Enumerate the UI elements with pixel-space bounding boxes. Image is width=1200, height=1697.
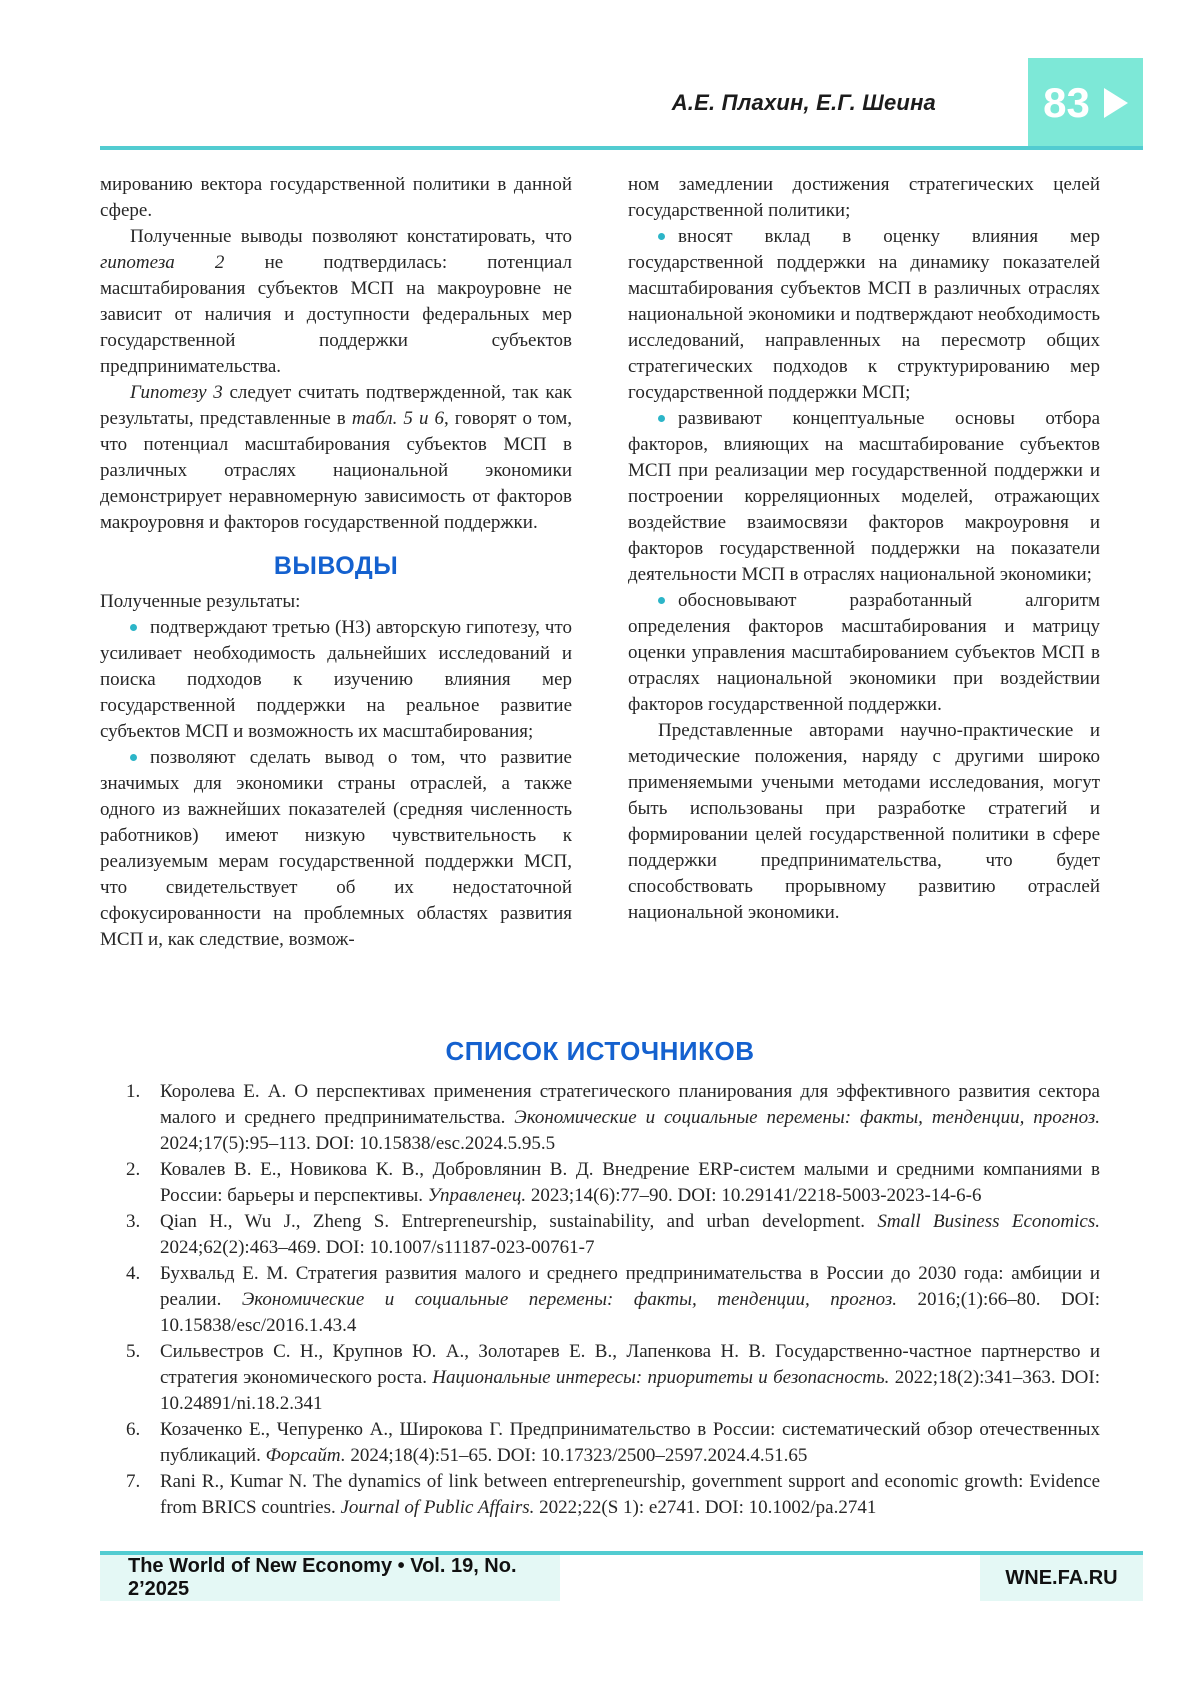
header-authors: А.Е. Плахин, Е.Г. Шеина	[671, 89, 936, 115]
bullet-dot-icon	[658, 415, 665, 422]
reference-text	[160, 1341, 1100, 1414]
text-run: Полученные результаты:	[100, 591, 301, 612]
paragraph	[100, 380, 572, 536]
triangle-right-icon	[1104, 88, 1128, 118]
reference-item	[100, 1417, 1100, 1469]
page-number: 83	[1043, 78, 1090, 126]
italic-text: гипотеза 2	[100, 252, 225, 273]
text-run: Бухвальд Е. М. Стратегия развития малого и среднего предпринимательства в России до 2030 года: амбиции и реалии.	[160, 1263, 1100, 1310]
references-list	[100, 1079, 1100, 1521]
text-run: обосновывают разработанный алгоритм определения факторов масштабирования и матрицу оценки управления масштабированием субъектов МСП в отраслях национальной экономики при воздействии факторов государственной поддержки.	[628, 590, 1100, 715]
italic-text: Гипотезу 3	[130, 382, 223, 403]
reference-item	[100, 1079, 1100, 1157]
paragraph	[100, 172, 572, 224]
paragraph	[628, 718, 1100, 926]
reference-text	[160, 1419, 1100, 1466]
bullet-dot-icon	[130, 754, 137, 761]
references-section	[100, 1036, 1100, 1521]
italic-text: Управленец.	[427, 1185, 527, 1206]
reference-text	[160, 1159, 1100, 1206]
text-run: Rani R., Kumar N. The dynamics of link between entrepreneurship, government support and economic growth: Evidence from BRICS countries.	[160, 1471, 1100, 1518]
text-run: развивают концептуальные основы отбора факторов, влияющих на масштабирование субъектов МСП при реализации мер государственной поддержки и построении корреляционных моделей, отражающих воздействие взаимосвязи факторов макроуровня и факторов государственной поддержки на показатели деятельности МСП в отраслях национальной экономики;	[628, 408, 1100, 585]
reference-number: 7.	[126, 1471, 141, 1492]
reference-number: 1.	[126, 1081, 141, 1102]
text-run: 2024;62(2):463–469. DOI: 10.1007/s11187-023-00761-7	[160, 1237, 595, 1258]
text-run: Сильвестров С. Н., Крупнов Ю. А., Золотарев Е. В., Лапенкова Н. В. Государственно-частное партнерство и стратегия экономического роста.	[160, 1341, 1100, 1388]
article-body	[100, 172, 1100, 953]
bullet-item	[628, 224, 1100, 406]
text-run: мированию вектора государственной политики в данной сфере.	[100, 174, 572, 221]
bullet-dot-icon	[658, 597, 665, 604]
page-header	[100, 58, 1143, 147]
text-run: Qian H., Wu J., Zheng S. Entrepreneurship, sustainability, and urban development.	[160, 1211, 878, 1232]
text-run: Ковалев В. Е., Новикова К. В., Добровлянин В. Д. Внедрение ERP-систем малыми и средними компаниями в России: барьеры и перспективы.	[160, 1159, 1100, 1206]
text-run: Полученные выводы позволяют констатировать, что	[130, 226, 572, 247]
bullet-item	[100, 615, 572, 745]
italic-text: Экономические и социальные перемены: факты, тенденции, прогноз.	[514, 1107, 1100, 1128]
text-run: вносят вклад в оценку влияния мер государственной поддержки на динамику показателей масштабирования субъектов МСП в различных отраслях национальной экономики и подтверждают необходимость исследований, направленных на пересмотр общих стратегических подходов к структурированию мер государственной поддержки МСП;	[628, 226, 1100, 403]
references-heading: СПИСОК ИСТОЧНИКОВ	[445, 1036, 755, 1066]
text-run: следует считать подтвержденной, так как результаты, представленные в	[100, 382, 572, 429]
reference-text	[160, 1471, 1100, 1518]
text-run: Королева Е. А. О перспективах применения стратегического планирования для эффективного развития сектора малого и среднего предпринимательства.	[160, 1081, 1100, 1128]
reference-item	[100, 1339, 1100, 1417]
reference-number: 6.	[126, 1419, 141, 1440]
italic-text: Экономические и социальные перемены: факты, тенденции, прогноз.	[241, 1289, 898, 1310]
text-run: ном замедлении достижения стратегических целей государственной политики;	[628, 174, 1100, 221]
reference-number: 4.	[126, 1263, 141, 1284]
bullet-item	[628, 588, 1100, 718]
paragraph	[100, 589, 572, 615]
reference-text	[160, 1211, 1100, 1258]
italic-text: Journal of Public Affairs.	[340, 1497, 535, 1518]
text-run: 2023;14(6):77–90. DOI: 10.29141/2218-5003-2023-14-6-6	[526, 1185, 982, 1206]
text-run: 2022;18(2):341–363. DOI: 10.24891/ni.18.2.341	[160, 1367, 1101, 1414]
text-run: 2016;(1):66–80. DOI: 10.15838/esc/2016.1.43.4	[160, 1289, 1100, 1336]
text-run: не подтвердилась: потенциал масштабирования субъектов МСП на макроуровне не зависит от наличия и доступности федеральных мер государственной поддержки субъектов предпринимательства.	[100, 252, 572, 377]
bullet-item	[628, 406, 1100, 588]
text-run: Козаченко Е., Чепуренко А., Широкова Г. Предпринимательство в России: систематический обзор отечественных публикаций.	[160, 1419, 1100, 1466]
paragraph	[100, 224, 572, 380]
bullet-dot-icon	[130, 624, 137, 631]
italic-text: Национальные интересы: приоритеты и безопасность.	[432, 1367, 890, 1388]
text-run: , говорят о том, что потенциал масштабирования субъектов МСП в различных отраслях национальной экономики демонстрирует неравномерную зависимость от факторов макроуровня и факторов государственной поддержки.	[100, 408, 572, 533]
text-run: 2022;22(S 1): e2741. DOI: 10.1002/pa.2741	[534, 1497, 877, 1518]
italic-text: Форсайт.	[265, 1445, 346, 1466]
bullet-item	[100, 745, 572, 953]
text-run: подтверждают третью (Н3) авторскую гипотезу, что усиливает необходимость дальнейших исследований и поиска подходов к изучению влияния мер государственной поддержки на реальное развитие субъектов МСП и возможность их масштабирования;	[100, 617, 572, 742]
text-run: позволяют сделать вывод о том, что развитие значимых для экономики страны отраслей, а также одного из важнейших показателей (средняя численность работников) имеют низкую чувствительность к реализуемым мерам государственной поддержки МСП, что свидетельствует об их недостаточной сфокусированности на проблемных областях развития МСП и, как следствие, возмож-	[100, 747, 572, 950]
reference-number: 2.	[126, 1159, 141, 1180]
reference-item	[100, 1469, 1100, 1521]
page-number-badge	[1028, 58, 1143, 147]
text-run: 2024;17(5):95–113. DOI: 10.15838/esc.2024.5.95.5	[160, 1133, 556, 1154]
reference-item	[100, 1209, 1100, 1261]
reference-text	[160, 1081, 1100, 1154]
paragraph	[628, 172, 1100, 224]
left-column	[100, 172, 572, 953]
text-run: Представленные авторами научно-практические и методические положения, наряду с другими широко применяемыми учеными методами исследования, могут быть использованы при разработке стратегий и формировании целей государственной политики в сфере поддержки предпринимательства, что будет способствовать прорывному развитию отраслей национальной экономики.	[628, 720, 1100, 923]
bullet-dot-icon	[658, 233, 665, 240]
header-rule	[100, 146, 1143, 150]
reference-item	[100, 1157, 1100, 1209]
site-url: WNE.FA.RU	[980, 1555, 1143, 1601]
reference-number: 5.	[126, 1341, 141, 1362]
italic-text: Small Business Economics.	[877, 1211, 1100, 1232]
right-column	[628, 172, 1100, 953]
reference-text	[160, 1263, 1100, 1336]
conclusions-heading: ВЫВОДЫ	[273, 552, 399, 580]
reference-item	[100, 1261, 1100, 1339]
reference-number: 3.	[126, 1211, 141, 1232]
text-run: 2024;18(4):51–65. DOI: 10.17323/2500–2597.2024.4.51.65	[345, 1445, 808, 1466]
italic-text: табл. 5 и 6	[351, 408, 444, 429]
journal-info: The World of New Economy • Vol. 19, No. 2’2025	[100, 1555, 560, 1601]
